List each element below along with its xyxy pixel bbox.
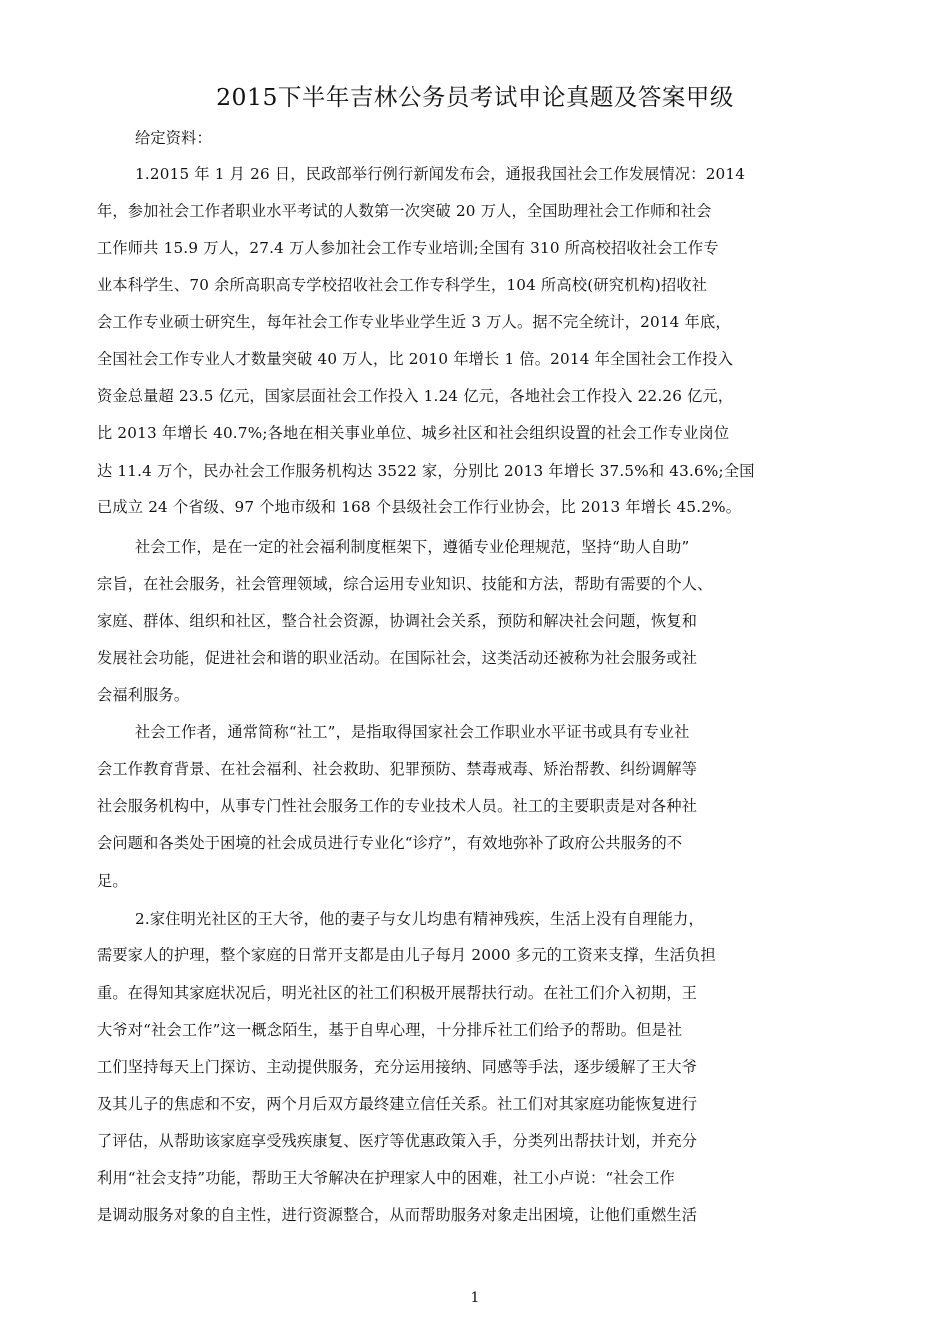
text-line: 社会工作，是在一定的社会福利制度框架下，遵循专业伦理规范，坚持“助人自助” xyxy=(135,538,690,556)
text-line: 业本科学生、70 余所高职高专学校招收社会工作专科学生，104 所高校(研究机构)招收社 xyxy=(97,276,708,294)
text-line: 工作师共 15.9 万人，27.4 万人参加社会工作专业培训;全国有 310 所高校招收社会工作专 xyxy=(97,239,719,257)
text-line: 大爷对“社会工作”这一概念陌生，基于自卑心理，十分排斥社工们给予的帮助。但是社 xyxy=(97,1021,683,1039)
text-line: 家庭、群体、组织和社区，整合社会资源，协调社会关系，预防和解决社会问题，恢复和 xyxy=(97,612,698,630)
text-line: 会福利服务。 xyxy=(97,686,190,704)
text-line: 年，参加社会工作者职业水平考试的人数第一次突破 20 万人，全国助理社会工作师和社会 xyxy=(97,202,712,220)
text-line: 会工作专业硕士研究生，每年社会工作专业毕业学生近 3 万人。据不完全统计，2014 年底， xyxy=(97,313,731,331)
text-line: 了评估，从帮助该家庭享受残疾康复、医疗等优惠政策入手，分类列出帮扶计划，并充分 xyxy=(97,1132,698,1150)
text-line: 足。 xyxy=(97,872,128,890)
text-line: 2.家住明光社区的王大爷，他的妻子与女儿均患有精神残疾，生活上没有自理能力， xyxy=(135,910,704,928)
text-line: 会工作教育背景、在社会福利、社会救助、犯罪预防、禁毒戒毒、矫治帮教、纠纷调解等 xyxy=(97,760,698,778)
text-line: 给定资料： xyxy=(135,129,212,147)
text-line: 宗旨，在社会服务，社会管理领域，综合运用专业知识、技能和方法，帮助有需要的个人、 xyxy=(97,575,713,593)
page-title: 2015下半年吉林公务员考试申论真题及答案甲级 xyxy=(216,83,734,111)
text-line: 会问题和各类处于困境的社会成员进行专业化“诊疗”，有效地弥补了政府公共服务的不 xyxy=(97,834,683,852)
text-line: 全国社会工作专业人才数量突破 40 万人，比 2010 年增长 1 倍。2014 年全国社会工作投入 xyxy=(97,350,734,368)
text-line: 是调动服务对象的自主性，进行资源整合，从而帮助服务对象走出困境，让他们重燃生活 xyxy=(97,1206,698,1224)
text-line: 达 11.4 万个，民办社会工作服务机构达 3522 家，分别比 2013 年增长 37.5%和 43.6%;全国 xyxy=(97,462,755,480)
text-line: 社会服务机构中，从事专门性社会服务工作的专业技术人员。社工的主要职责是对各种社 xyxy=(97,797,698,815)
text-line: 资金总量超 23.5 亿元，国家层面社会工作投入 1.24 亿元，各地社会工作投入 22.26 亿元， xyxy=(97,387,734,405)
text-line: 发展社会功能，促进社会和谐的职业活动。在国际社会，这类活动还被称为社会服务或社 xyxy=(97,649,698,667)
text-line: 社会工作者，通常简称“社工”，是指取得国家社会工作职业水平证书或具有专业社 xyxy=(135,723,690,741)
text-line: 比 2013 年增长 40.7%;各地在相关事业单位、城乡社区和社会组织设置的社会工作专业岗位 xyxy=(97,424,730,442)
text-line: 重。在得知其家庭状况后，明光社区的社工们积极开展帮扶行动。在社工们介入初期，王 xyxy=(97,984,698,1002)
text-line: 利用“社会支持”功能，帮助王大爷解决在护理家人中的困难，社工小卢说：“社会工作 xyxy=(97,1169,675,1187)
page-number: 1 xyxy=(470,1290,480,1306)
text-line: 及其儿子的焦虑和不安，两个月后双方最终建立信任关系。社工们对其家庭功能恢复进行 xyxy=(97,1095,698,1113)
text-line: 需要家人的护理，整个家庭的日常开支都是由儿子每月 2000 多元的工资来支撑，生活负担 xyxy=(97,946,716,964)
text-line: 1.2015 年 1 月 26 日，民政部举行例行新闻发布会，通报我国社会工作发展情况：2014 xyxy=(135,165,746,183)
text-line: 工们坚持每天上门探访、主动提供服务，充分运用接纳、同感等手法，逐步缓解了王大爷 xyxy=(97,1058,698,1076)
text-line: 已成立 24 个省级、97 个地市级和 168 个县级社会工作行业协会，比 2013 年增长 45.2%。 xyxy=(97,498,742,516)
